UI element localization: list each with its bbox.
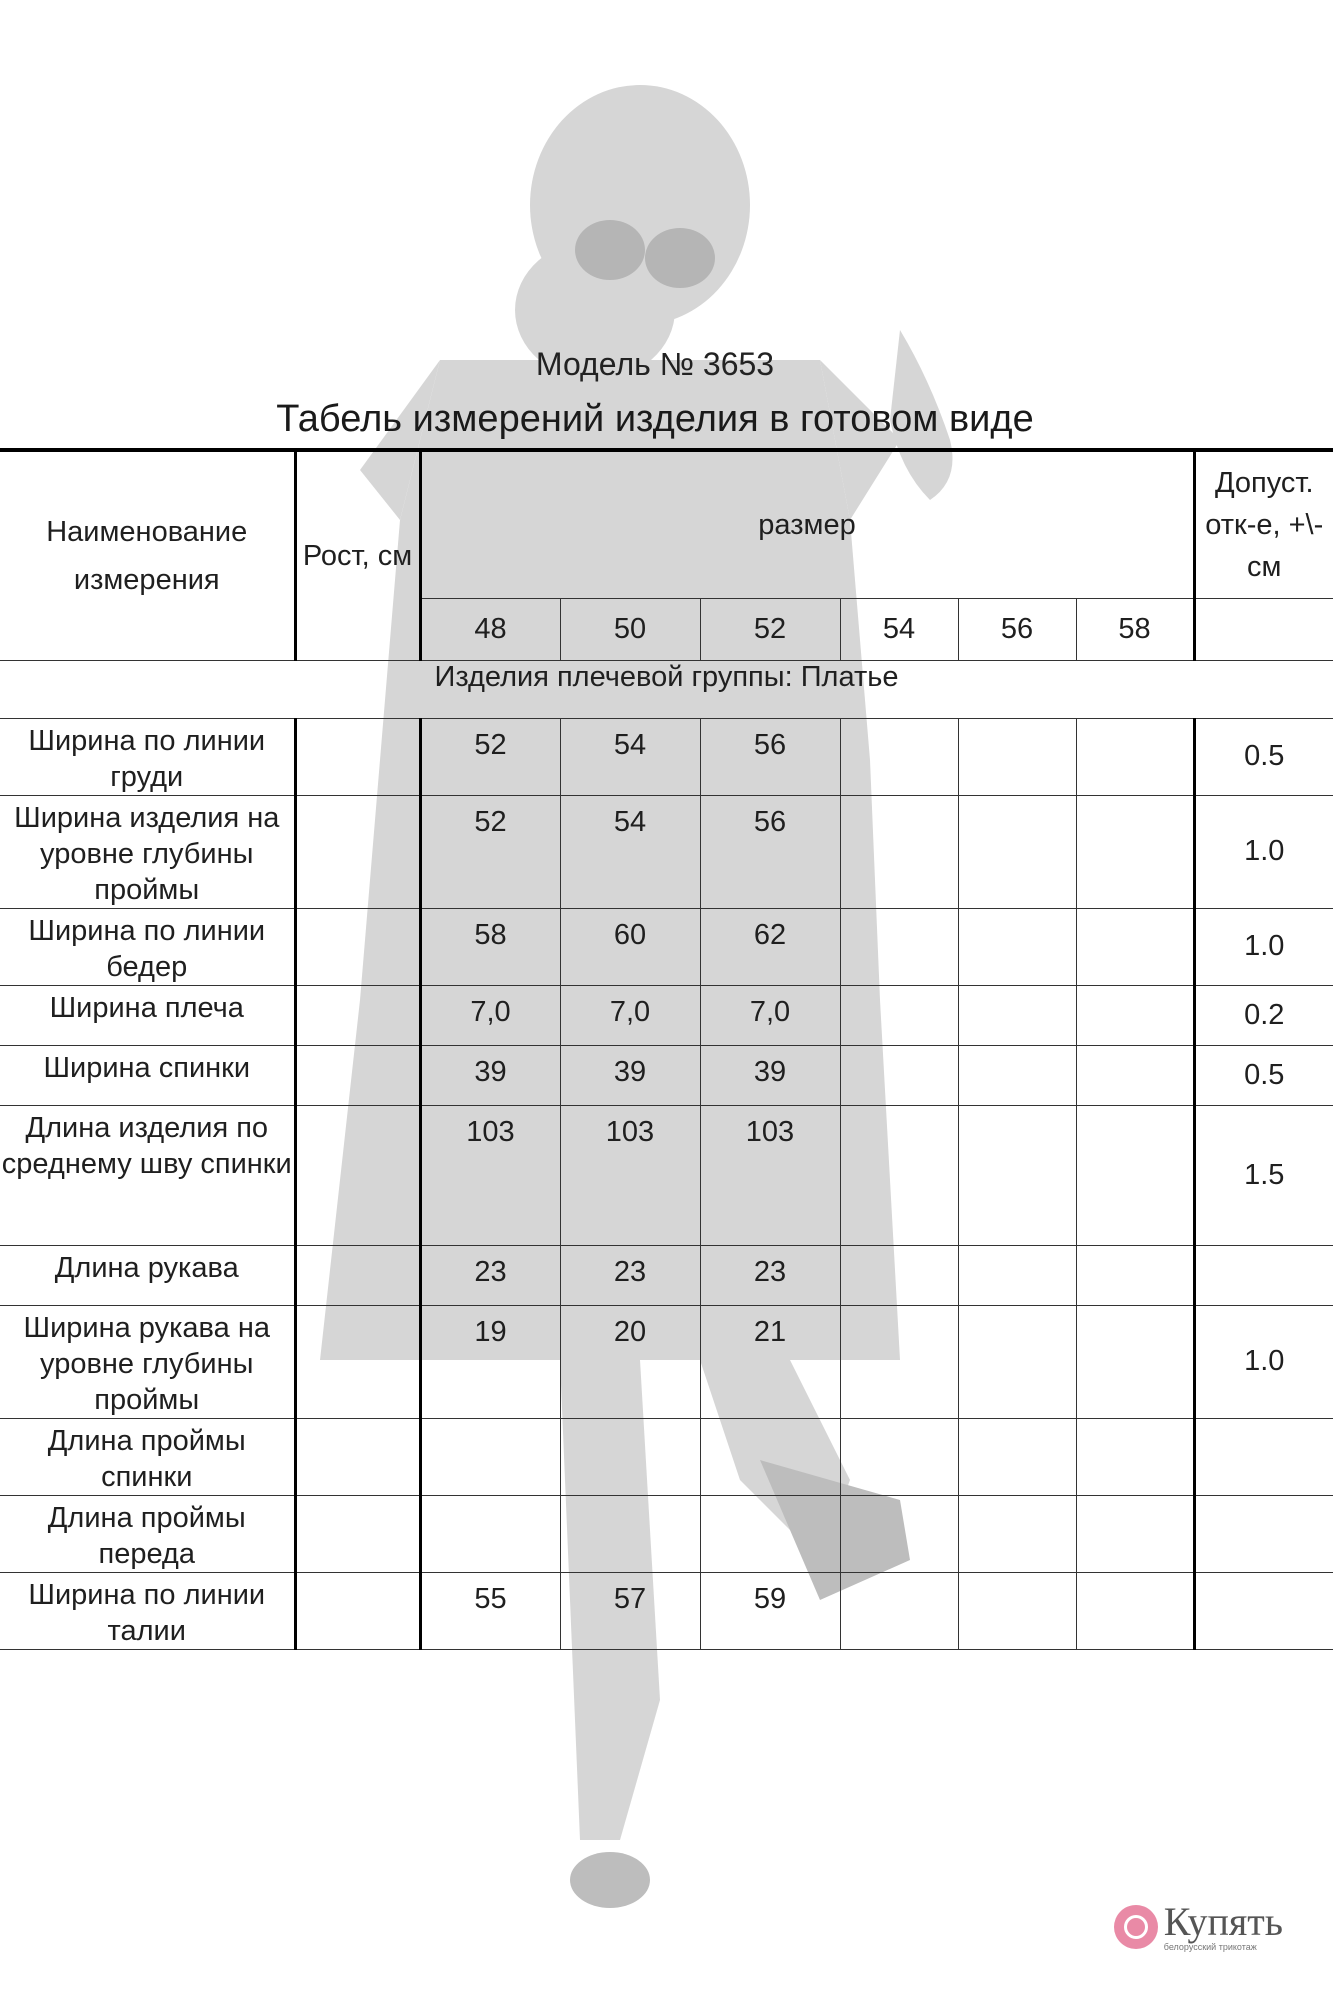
size-value-cell [560, 1495, 700, 1572]
size-value-cell [1076, 795, 1194, 908]
measurement-name: Ширина плеча [0, 985, 295, 1045]
size-value-cell [840, 908, 958, 985]
measurement-name: Ширина рукава на уровне глубины проймы [0, 1305, 295, 1418]
size-54: 54 [840, 598, 958, 660]
size-value-cell: 54 [560, 795, 700, 908]
size-value-cell: 52 [420, 718, 560, 795]
height-cell [295, 1495, 420, 1572]
size-value-cell: 7,0 [700, 985, 840, 1045]
size-value-cell [1076, 908, 1194, 985]
size-value-cell [700, 1418, 840, 1495]
table-row [0, 1105, 1333, 1245]
tolerance-cell [1194, 1495, 1333, 1572]
size-value-cell [958, 1245, 1076, 1305]
measurement-name: Длина проймы спинки [0, 1418, 295, 1495]
size-value-cell [420, 1418, 560, 1495]
tolerance-cell: 0.5 [1194, 1045, 1333, 1105]
size-value-cell [840, 1105, 958, 1245]
height-cell [295, 1305, 420, 1418]
size-value-cell: 56 [700, 718, 840, 795]
header-name-col: Наименование измерения [0, 450, 295, 660]
model-number-title: Модель № 3653 [535, 346, 775, 382]
size-value-cell: 7,0 [560, 985, 700, 1045]
table-row [0, 795, 1333, 908]
size-value-cell [840, 1305, 958, 1418]
size-value-cell [840, 1572, 958, 1649]
brand-tagline: белорусский трикотаж [1163, 1942, 1257, 1952]
measurement-name: Ширина по линии бедер [0, 908, 295, 985]
size-value-cell: 62 [700, 908, 840, 985]
size-56: 56 [958, 598, 1076, 660]
measurement-name: Длина рукава [0, 1245, 295, 1305]
size-value-cell [1076, 1245, 1194, 1305]
size-value-cell [840, 1418, 958, 1495]
header-height-col: Рост, см [295, 450, 420, 660]
size-value-cell [420, 1495, 560, 1572]
size-value-cell: 23 [560, 1245, 700, 1305]
size-58: 58 [1076, 598, 1194, 660]
size-value-cell [958, 795, 1076, 908]
size-52: 52 [700, 598, 840, 660]
size-value-cell: 58 [420, 908, 560, 985]
size-value-cell [1076, 1418, 1194, 1495]
size-value-cell: 7,0 [420, 985, 560, 1045]
size-value-cell [958, 1305, 1076, 1418]
size-value-cell [958, 1105, 1076, 1245]
height-cell [295, 1572, 420, 1649]
size-value-cell [700, 1495, 840, 1572]
measurement-name: Ширина по линии талии [0, 1572, 295, 1649]
table-row [0, 1418, 1333, 1495]
measurement-name: Ширина изделия на уровне глубины проймы [0, 795, 295, 908]
size-value-cell [1076, 1495, 1194, 1572]
size-value-cell: 39 [560, 1045, 700, 1105]
size-value-cell: 59 [700, 1572, 840, 1649]
height-cell [295, 985, 420, 1045]
size-50: 50 [560, 598, 700, 660]
size-value-cell [840, 1045, 958, 1105]
table-row [0, 985, 1333, 1045]
table-row [0, 718, 1333, 795]
brand-name: Купять [1163, 1899, 1283, 1944]
table-row [0, 908, 1333, 985]
size-value-cell: 103 [560, 1105, 700, 1245]
tolerance-cell [1194, 1418, 1333, 1495]
header-size-group: размер [420, 450, 1194, 598]
size-value-cell [958, 718, 1076, 795]
size-value-cell [958, 985, 1076, 1045]
size-value-cell [840, 718, 958, 795]
size-value-cell [560, 1418, 700, 1495]
tolerance-cell [1194, 1245, 1333, 1305]
tolerance-cell [1194, 1572, 1333, 1649]
brand-logo [1114, 1899, 1283, 1952]
header-tolerance-col: Допуст. отк-е, +\-см [1194, 450, 1333, 598]
size-48: 48 [420, 598, 560, 660]
brand-mark-icon [1114, 1905, 1158, 1949]
size-value-cell [1076, 1045, 1194, 1105]
size-value-cell [1076, 1572, 1194, 1649]
size-value-cell [840, 1495, 958, 1572]
size-value-cell [958, 1495, 1076, 1572]
height-cell [295, 795, 420, 908]
tolerance-cell: 1.0 [1194, 908, 1333, 985]
table-title: Табель измерений изделия в готовом виде [276, 398, 1034, 440]
size-value-cell [840, 985, 958, 1045]
tolerance-cell: 1.5 [1194, 1105, 1333, 1245]
size-value-cell: 103 [700, 1105, 840, 1245]
height-cell [295, 1045, 420, 1105]
size-value-cell [840, 795, 958, 908]
measurement-name: Ширина по линии груди [0, 718, 295, 795]
size-value-cell: 57 [560, 1572, 700, 1649]
tolerance-blank [1194, 598, 1333, 660]
tolerance-cell: 0.5 [1194, 718, 1333, 795]
size-value-cell: 103 [420, 1105, 560, 1245]
size-value-cell: 52 [420, 795, 560, 908]
size-value-cell [958, 1045, 1076, 1105]
size-value-cell: 21 [700, 1305, 840, 1418]
tolerance-cell: 1.0 [1194, 1305, 1333, 1418]
size-value-cell: 54 [560, 718, 700, 795]
table-row [0, 1245, 1333, 1305]
size-value-cell: 55 [420, 1572, 560, 1649]
section-label: Изделия плечевой группы: Платье [0, 660, 1333, 718]
measurement-name: Ширина спинки [0, 1045, 295, 1105]
size-value-cell [1076, 1105, 1194, 1245]
size-value-cell [958, 1572, 1076, 1649]
height-cell [295, 1105, 420, 1245]
table-row [0, 1045, 1333, 1105]
size-value-cell: 23 [700, 1245, 840, 1305]
measurement-table [0, 448, 1333, 1650]
size-value-cell [1076, 1305, 1194, 1418]
size-value-cell: 20 [560, 1305, 700, 1418]
size-value-cell [1076, 718, 1194, 795]
measurement-table-container [0, 448, 1333, 1647]
size-value-cell [1076, 985, 1194, 1045]
size-value-cell: 19 [420, 1305, 560, 1418]
size-value-cell [840, 1245, 958, 1305]
tolerance-cell: 1.0 [1194, 795, 1333, 908]
tolerance-cell: 0.2 [1194, 985, 1333, 1045]
measurement-name: Длина проймы переда [0, 1495, 295, 1572]
size-value-cell [958, 908, 1076, 985]
height-cell [295, 1418, 420, 1495]
size-value-cell: 39 [700, 1045, 840, 1105]
size-value-cell: 60 [560, 908, 700, 985]
height-cell [295, 718, 420, 795]
size-value-cell: 39 [420, 1045, 560, 1105]
table-row [0, 1305, 1333, 1418]
measurement-name: Длина изделия по среднему шву спинки [0, 1105, 295, 1245]
table-row [0, 1495, 1333, 1572]
height-cell [295, 1245, 420, 1305]
table-row [0, 1572, 1333, 1649]
height-cell [295, 908, 420, 985]
size-value-cell: 23 [420, 1245, 560, 1305]
size-value-cell [958, 1418, 1076, 1495]
size-value-cell: 56 [700, 795, 840, 908]
